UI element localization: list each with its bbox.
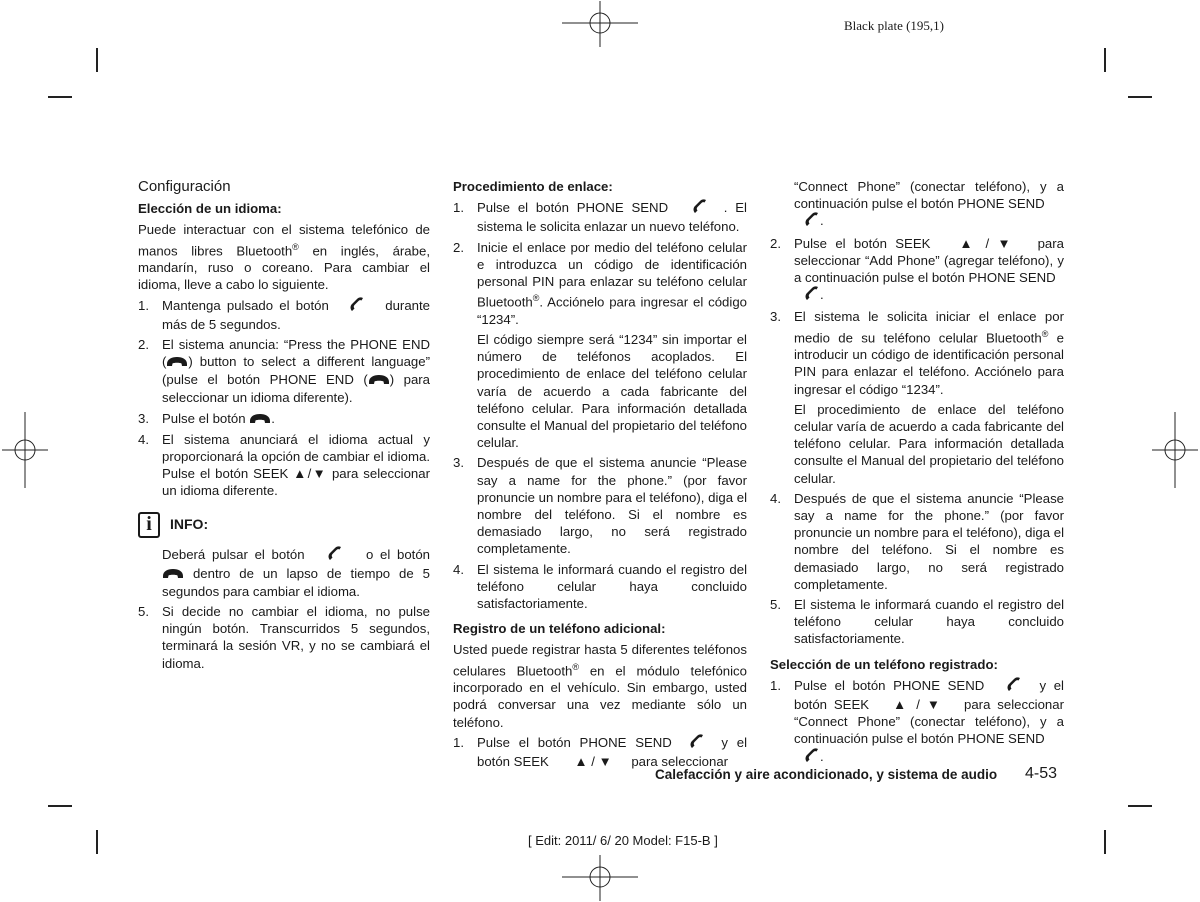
list-item: 5. Si decide no cambiar el idioma, no pulse ningún botón. Transcurridos 5 segundos, terminará la sesión VR, y no se cambiará el idioma. [138, 604, 430, 671]
info-icon: i [138, 512, 160, 538]
list-item: 4. El sistema le informará cuando el registro del teléfono celular haya concluido satisfactoriamente. [453, 561, 747, 612]
list-item: 3. Después de que el sistema anuncie “Please say a name for the phone.” (por favor pronuncie un nombre para el teléfono), diga el nombre del teléfono. Si el nombre es demasiado largo, no será registrado completamente. [453, 455, 747, 557]
heading-additional-phone: Registro de un teléfono adicional: [453, 621, 666, 637]
crop-mark [1128, 96, 1152, 98]
registration-mark-right [1152, 412, 1198, 488]
seek-arrows-icon: ▲/▼ [293, 466, 327, 482]
list-item: 3. El sistema le solicita iniciar el enlace por medio de su teléfono celular Bluetooth® e introducir un código de identificación personal PIN para enlazar el teléfono. Acciónelo para ingresar el código “1234”. [770, 309, 1064, 397]
seek-arrows-icon: ▲ / ▼ [889, 697, 944, 713]
registration-mark-bottom [562, 855, 638, 901]
list-item: 4. El sistema anunciará el idioma actual y proporcionará la opción de cambiar el idioma. Pulse el botón SEEK ▲/▼ para seleccionar un idioma diferente. [138, 431, 430, 499]
phone-end-icon [368, 372, 390, 389]
info-label: INFO: [170, 515, 209, 532]
phone-end-icon [162, 566, 184, 583]
seek-arrows-icon: ▲ / ▼ [574, 754, 612, 770]
footer-section-title: Calefacción y aire acondicionado, y sistema de audio [655, 767, 998, 782]
continued-paragraph: “Connect Phone” (conectar teléfono), y a continuación pulse el botón PHONE SEND . [794, 178, 1064, 232]
list-item: 2. Pulse el botón SEEK ▲ / ▼ para seleccionar “Add Phone” (agregar teléfono), y a continuación pulse el botón PHONE SEND . [770, 235, 1064, 306]
phone-send-icon [327, 546, 343, 565]
crop-mark [48, 805, 72, 807]
info-header [138, 512, 430, 538]
column-1 [138, 178, 430, 675]
heading-select-phone: Selección de un teléfono registrado: [770, 656, 998, 672]
crop-mark [96, 830, 98, 854]
section-title: Configuración [138, 178, 231, 195]
phone-send-icon [692, 199, 708, 218]
list-item: 1. Pulse el botón PHONE SEND y el botón SEEK ▲ / ▼ para seleccionar [453, 734, 747, 770]
seek-arrows-icon: ▲ / ▼ [954, 235, 1016, 251]
registration-mark-top [562, 1, 638, 47]
phone-send-icon [349, 297, 365, 316]
phone-send-icon [1006, 677, 1022, 696]
list-item: 1. Pulse el botón PHONE SEND . El sistema le solicita enlazar un nuevo teléfono. [453, 200, 747, 235]
list-item: 5. El sistema le informará cuando el registro del teléfono celular haya concluido satisfactoriamente. [770, 597, 1064, 647]
phone-end-icon [249, 411, 271, 428]
heading-language: Elección de un idioma: [138, 201, 282, 217]
crop-mark [1104, 830, 1106, 854]
note-paragraph: El procedimiento de enlace del teléfono celular varía de acuerdo a cada fabricante del teléfono celular. Para información detallada consulte el Manual del propietario del teléfono celular. [794, 401, 1064, 486]
info-text: Deberá pulsar el botón o el botón dentro de un lapso de tiempo de 5 segundos para cambiar el idioma. [162, 546, 431, 599]
edit-info: [ Edit: 2011/ 6/ 20 Model: F15-B ] [528, 833, 718, 848]
column-2 [453, 178, 747, 773]
list-item: 4. Después de que el sistema anuncie “Please say a name for the phone.” (por favor pronuncie un nombre para el teléfono), diga el nombre del teléfono. Si el nombre es demasiado largo, no será registrado completamente. [770, 490, 1064, 592]
note-paragraph: El código siempre será “1234” sin importar el número de teléfonos acoplados. El procedimiento de enlace del teléfono celular varía de acuerdo a cada fabricante del teléfono celular. Para información detallada consulte el Manual del propietario del teléfono celular. [477, 332, 747, 451]
phone-send-icon [804, 748, 820, 767]
heading-pairing: Procedimiento de enlace: [453, 179, 613, 194]
list-item: 3. Pulse el botón . [138, 410, 430, 428]
intro-paragraph: Puede interactuar con el sistema telefónico de manos libres Bluetooth® en inglés, árabe, mandarín, ruso o coreano. Para cambiar el idioma, lleve a cabo lo siguiente. [138, 222, 430, 293]
crop-mark [1128, 805, 1152, 807]
page-number: 4-53 [1025, 765, 1058, 782]
list-item: 1. Pulse el botón PHONE SEND y el botón SEEK ▲ / ▼ para seleccionar “Connect Phone” (conectar teléfono), y a continuación pulse el botón PHONE SEND . [770, 677, 1064, 767]
phone-send-icon [804, 212, 820, 231]
registration-mark-left [2, 412, 48, 488]
additional-paragraph: Usted puede registrar hasta 5 diferentes teléfonos celulares Bluetooth® en el módulo telefónico incorporado en el vehículo. Sin embargo, usted podrá conversar una vez mediante sólo un teléfono. [453, 642, 747, 730]
crop-mark [1104, 48, 1106, 72]
black-plate-label: Black plate (195,1) [844, 18, 944, 33]
crop-mark [96, 48, 98, 72]
phone-end-icon [166, 354, 188, 371]
column-3 [770, 178, 1064, 770]
crop-mark [48, 96, 72, 98]
list-item: 1. Mantenga pulsado el botón durante más de 5 segundos. [138, 297, 430, 332]
phone-send-icon [804, 286, 820, 305]
list-item: 2. El sistema anuncia: “Press the PHONE END ( ) button to select a different language” (pulse el botón PHONE END ( ) para seleccionar un idioma diferente). [138, 337, 431, 406]
list-item: 2. Inicie el enlace por medio del teléfono celular e introduzca un código de identificación personal PIN para enlazar su teléfono celular Bluetooth®. Acciónelo para ingresar el código “1234”. [453, 239, 747, 327]
phone-send-icon [689, 734, 705, 753]
